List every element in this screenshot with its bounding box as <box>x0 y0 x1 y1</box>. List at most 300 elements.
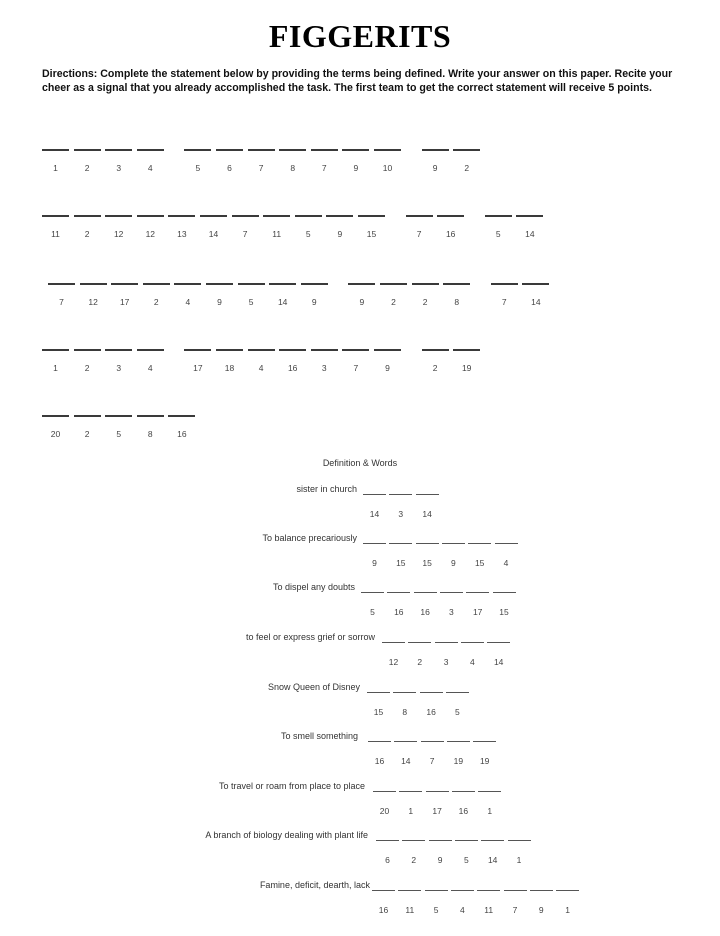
letter-code-number: 4 <box>258 363 264 373</box>
answer-blank[interactable] <box>376 840 399 880</box>
answer-blank[interactable] <box>363 494 386 534</box>
letter-code-number: 7 <box>501 297 507 307</box>
letter-blank[interactable] <box>137 349 164 389</box>
blank-line <box>174 283 201 285</box>
blank-line <box>361 592 384 593</box>
blank-line <box>232 215 259 217</box>
letter-blank[interactable] <box>105 149 132 189</box>
answer-blank[interactable] <box>508 840 531 880</box>
letter-blank[interactable] <box>105 415 132 455</box>
definition-item <box>0 682 720 738</box>
letter-blank[interactable] <box>42 349 69 389</box>
letter-code-number: 14 <box>493 657 504 667</box>
letter-blank[interactable] <box>279 349 306 389</box>
answer-blank[interactable] <box>530 890 553 930</box>
blank-line <box>137 149 164 151</box>
letter-code-number: 11 <box>51 229 60 239</box>
answer-blank[interactable] <box>399 791 422 831</box>
letter-code-number: 20 <box>379 806 390 816</box>
letter-blank[interactable] <box>295 215 322 255</box>
letter-code-number: 16 <box>426 707 436 717</box>
definition-label: Famine, deficit, dearth, lack <box>259 880 370 890</box>
blank-line <box>493 592 516 593</box>
letter-code-number: 15 <box>396 558 406 568</box>
blank-line <box>399 791 422 792</box>
letter-blank[interactable] <box>184 349 211 389</box>
blank-line <box>389 494 412 495</box>
letter-blank[interactable] <box>437 215 464 255</box>
letter-code-number: 17 <box>472 607 483 617</box>
letter-code-number: 11 <box>272 229 282 239</box>
letter-blank[interactable] <box>137 149 164 189</box>
letter-code-number: 1 <box>53 363 58 373</box>
letter-blank[interactable] <box>516 215 543 255</box>
answer-blank[interactable] <box>429 840 452 880</box>
letter-blank[interactable] <box>422 349 449 389</box>
letter-code-number: 2 <box>411 855 417 865</box>
definition-item <box>0 582 720 638</box>
letter-blank[interactable] <box>42 149 69 189</box>
letter-blank[interactable] <box>263 215 290 255</box>
blank-line <box>311 349 338 351</box>
letter-code-number: 5 <box>455 707 460 717</box>
letter-blank[interactable] <box>248 349 275 389</box>
blank-line <box>466 592 489 593</box>
blank-line <box>42 349 69 351</box>
answer-blank[interactable] <box>466 592 489 632</box>
letter-blank[interactable] <box>453 349 480 389</box>
answer-blank[interactable] <box>451 890 474 930</box>
letter-code-number: 14 <box>369 509 380 519</box>
letter-blank[interactable] <box>80 283 107 323</box>
answer-blank[interactable] <box>367 692 390 732</box>
letter-code-number: 2 <box>84 363 90 373</box>
letter-code-number: 8 <box>454 297 460 307</box>
letter-blank[interactable] <box>216 349 243 389</box>
letter-code-number: 6 <box>227 163 232 173</box>
letter-blank[interactable] <box>174 283 201 323</box>
blank-line <box>422 349 449 351</box>
letter-blank[interactable] <box>301 283 328 323</box>
letter-blank[interactable] <box>137 415 164 455</box>
blank-line <box>301 283 328 285</box>
letter-code-number: 12 <box>388 657 399 667</box>
blank-line <box>416 494 439 495</box>
answer-blank[interactable] <box>382 642 405 682</box>
blank-line <box>342 149 369 151</box>
definition-item <box>0 731 720 787</box>
letter-blank[interactable] <box>374 149 401 189</box>
blank-line <box>42 415 69 417</box>
blank-line <box>168 215 195 217</box>
blank-line <box>376 840 399 841</box>
letter-code-number: 7 <box>416 229 422 239</box>
letter-code-number: 14 <box>525 229 535 239</box>
letter-blank[interactable] <box>105 349 132 389</box>
letter-code-number: 15 <box>422 558 432 568</box>
blank-line <box>402 840 425 841</box>
answer-blank[interactable] <box>447 741 470 781</box>
letter-blank[interactable] <box>105 215 132 255</box>
letter-code-number: 13 <box>177 229 187 239</box>
letter-code-number: 4 <box>185 297 191 307</box>
letter-blank[interactable] <box>406 215 433 255</box>
letter-code-number: 2 <box>432 363 438 373</box>
blank-line <box>452 791 475 792</box>
blank-line <box>216 149 243 151</box>
blank-line <box>105 349 132 351</box>
blank-line <box>389 543 412 544</box>
blank-line <box>137 349 164 351</box>
letter-code-number: 5 <box>495 229 501 239</box>
definitions-heading: Definition & Words <box>322 458 398 468</box>
letter-code-number: 14 <box>401 756 411 766</box>
letter-code-number: 16 <box>445 229 456 239</box>
letter-code-number: 7 <box>242 229 248 239</box>
answer-blank[interactable] <box>421 741 444 781</box>
answer-blank[interactable] <box>504 890 527 930</box>
letter-blank[interactable] <box>206 283 233 323</box>
letter-code-number: 9 <box>437 855 443 865</box>
answer-blank[interactable] <box>425 890 448 930</box>
letter-code-number: 5 <box>433 905 439 915</box>
letter-blank[interactable] <box>143 283 170 323</box>
blank-line <box>473 741 496 742</box>
letter-code-number: 2 <box>84 163 90 173</box>
answer-blank[interactable] <box>408 642 431 682</box>
blank-line <box>516 215 543 217</box>
definition-label: To dispel any doubts <box>272 582 355 592</box>
answer-blank[interactable] <box>493 592 516 632</box>
letter-code-number: 5 <box>464 855 469 865</box>
answer-blank[interactable] <box>440 592 463 632</box>
blank-line <box>269 283 296 285</box>
letter-blank[interactable] <box>184 149 211 189</box>
letter-code-number: 18 <box>224 363 235 373</box>
letter-code-number: 5 <box>116 429 122 439</box>
letter-code-number: 3 <box>449 607 454 617</box>
letter-code-number: 20 <box>50 429 61 439</box>
letter-code-number: 15 <box>499 607 509 617</box>
blank-line <box>522 283 549 285</box>
answer-blank[interactable] <box>426 791 449 831</box>
letter-code-number: 8 <box>402 707 408 717</box>
answer-blank[interactable] <box>487 642 510 682</box>
answer-blank[interactable] <box>442 543 465 583</box>
letter-blank[interactable] <box>74 149 101 189</box>
blank-line <box>440 592 463 593</box>
blank-line <box>446 692 469 693</box>
blank-line <box>74 215 101 217</box>
letter-blank[interactable] <box>111 283 138 323</box>
definition-item <box>0 533 720 589</box>
letter-blank[interactable] <box>422 149 449 189</box>
letter-code-number: 8 <box>147 429 153 439</box>
letter-code-number: 4 <box>147 363 153 373</box>
blank-line <box>442 543 465 544</box>
answer-blank[interactable] <box>402 840 425 880</box>
letter-blank[interactable] <box>42 415 69 455</box>
blank-line <box>311 149 338 151</box>
letter-code-number: 6 <box>385 855 390 865</box>
letter-blank[interactable] <box>200 215 227 255</box>
letter-blank[interactable] <box>311 149 338 189</box>
answer-blank[interactable] <box>468 543 491 583</box>
letter-code-number: 3 <box>443 657 449 667</box>
answer-blank[interactable] <box>478 791 501 831</box>
letter-code-number: 7 <box>429 756 435 766</box>
answer-blank[interactable] <box>373 791 396 831</box>
letter-blank[interactable] <box>374 349 401 389</box>
letter-code-number: 14 <box>208 229 219 239</box>
letter-blank[interactable] <box>279 149 306 189</box>
letter-code-number: 10 <box>382 163 393 173</box>
letter-code-number: 2 <box>391 297 396 307</box>
blank-line <box>74 149 101 151</box>
letter-blank[interactable] <box>380 283 407 323</box>
blank-line <box>495 543 518 544</box>
blank-line <box>422 149 449 151</box>
blank-line <box>216 349 243 351</box>
letter-blank[interactable] <box>48 283 75 323</box>
letter-code-number: 12 <box>113 229 124 239</box>
blank-line <box>393 692 416 693</box>
letter-blank[interactable] <box>358 215 385 255</box>
definition-item <box>0 484 720 540</box>
blank-line <box>348 283 375 285</box>
letter-code-number: 3 <box>321 363 327 373</box>
blank-line <box>206 283 233 285</box>
blank-line <box>412 283 439 285</box>
letter-code-number: 15 <box>366 229 377 239</box>
answer-blank[interactable] <box>416 494 439 534</box>
letter-code-number: 9 <box>385 363 390 373</box>
letter-code-number: 14 <box>487 855 498 865</box>
letter-code-number: 17 <box>193 363 203 373</box>
letter-blank[interactable] <box>348 283 375 323</box>
blank-line <box>111 283 138 285</box>
letter-code-number: 9 <box>538 905 544 915</box>
letter-blank[interactable] <box>485 215 512 255</box>
answer-blank[interactable] <box>394 741 417 781</box>
letter-code-number: 14 <box>531 297 541 307</box>
blank-line <box>168 415 195 417</box>
letter-code-number: 5 <box>248 297 254 307</box>
letter-code-number: 19 <box>479 756 490 766</box>
definition-label: To balance precariously <box>262 533 357 543</box>
letter-code-number: 9 <box>337 229 343 239</box>
blank-line <box>504 890 527 891</box>
answer-blank[interactable] <box>372 890 395 930</box>
letter-blank[interactable] <box>216 149 243 189</box>
blank-line <box>200 215 227 217</box>
blank-line <box>451 890 474 891</box>
letter-code-number: 7 <box>353 363 359 373</box>
blank-line <box>74 415 101 417</box>
answer-blank[interactable] <box>361 592 384 632</box>
letter-blank[interactable] <box>326 215 353 255</box>
letter-code-number: 1 <box>516 855 522 865</box>
answer-blank[interactable] <box>398 890 421 930</box>
blank-line <box>48 283 75 285</box>
blank-line <box>455 840 478 841</box>
letter-code-number: 4 <box>470 657 475 667</box>
letter-code-number: 15 <box>474 558 485 568</box>
answer-blank[interactable] <box>452 791 475 831</box>
letter-blank[interactable] <box>522 283 549 323</box>
letter-code-number: 12 <box>88 297 98 307</box>
letter-code-number: 14 <box>277 297 288 307</box>
blank-line <box>421 741 444 742</box>
definition-item <box>0 880 720 936</box>
letter-blank[interactable] <box>238 283 265 323</box>
blank-line <box>530 890 553 891</box>
letter-code-number: 7 <box>258 163 264 173</box>
definition-label: sister in church <box>296 484 357 494</box>
answer-blank[interactable] <box>389 494 412 534</box>
letter-code-number: 11 <box>484 905 494 915</box>
blank-line <box>406 215 433 217</box>
blank-line <box>358 215 385 217</box>
letter-code-number: 4 <box>147 163 153 173</box>
answer-blank[interactable] <box>435 642 458 682</box>
directions-text: Directions: Complete the statement below by providing the terms being defined. Write your answer on this paper. Recite your cheer as a signal that you already accomplished the task. The first team to get the correct statement will receive 5 points. <box>42 68 673 94</box>
letter-code-number: 9 <box>432 163 438 173</box>
definition-item <box>0 830 720 886</box>
definition-label: To smell something <box>280 731 358 741</box>
blank-line <box>105 215 132 217</box>
blank-line <box>279 149 306 151</box>
letter-code-number: 15 <box>373 707 384 717</box>
definition-label: to feel or express grief or sorrow <box>245 632 375 642</box>
blank-line <box>485 215 512 217</box>
blank-line <box>491 283 518 285</box>
blank-line <box>437 215 464 217</box>
letter-blank[interactable] <box>168 415 195 455</box>
letter-code-number: 11 <box>405 905 415 915</box>
letter-blank[interactable] <box>232 215 259 255</box>
blank-line <box>380 283 407 285</box>
blank-line <box>481 840 504 841</box>
letter-blank[interactable] <box>74 215 101 255</box>
letter-code-number: 2 <box>84 429 90 439</box>
letter-code-number: 14 <box>422 509 432 519</box>
answer-blank[interactable] <box>455 840 478 880</box>
letter-blank[interactable] <box>491 283 518 323</box>
letter-code-number: 9 <box>353 163 359 173</box>
blank-line <box>426 791 449 792</box>
blank-line <box>105 149 132 151</box>
letter-code-number: 2 <box>417 657 423 667</box>
letter-code-number: 9 <box>311 297 317 307</box>
answer-blank[interactable] <box>387 592 410 632</box>
letter-blank[interactable] <box>342 149 369 189</box>
answer-blank[interactable] <box>461 642 484 682</box>
letter-blank[interactable] <box>74 349 101 389</box>
blank-line <box>408 642 431 643</box>
letter-code-number: 9 <box>359 297 365 307</box>
letter-blank[interactable] <box>137 215 164 255</box>
blank-line <box>382 642 405 643</box>
definition-label: Snow Queen of Disney <box>267 682 360 692</box>
answer-blank[interactable] <box>446 692 469 732</box>
letter-code-number: 16 <box>458 806 469 816</box>
blank-line <box>263 215 290 217</box>
blank-line <box>443 283 470 285</box>
blank-line <box>387 592 410 593</box>
letter-code-number: 5 <box>195 163 201 173</box>
answer-blank[interactable] <box>416 543 439 583</box>
blank-line <box>416 543 439 544</box>
letter-blank[interactable] <box>453 149 480 189</box>
blank-line <box>425 890 448 891</box>
blank-line <box>478 791 501 792</box>
answer-blank[interactable] <box>481 840 504 880</box>
answer-blank[interactable] <box>368 741 391 781</box>
answer-blank[interactable] <box>363 543 386 583</box>
letter-code-number: 9 <box>451 558 456 568</box>
blank-line <box>279 349 306 351</box>
answer-blank[interactable] <box>477 890 500 930</box>
blank-line <box>184 149 211 151</box>
letter-code-number: 19 <box>453 756 464 766</box>
blank-line <box>420 692 443 693</box>
letter-blank[interactable] <box>42 215 69 255</box>
letter-blank[interactable] <box>443 283 470 323</box>
blank-line <box>372 890 395 891</box>
letter-code-number: 16 <box>287 363 298 373</box>
answer-blank[interactable] <box>414 592 437 632</box>
blank-line <box>363 494 386 495</box>
answer-blank[interactable] <box>473 741 496 781</box>
definition-item <box>0 632 720 688</box>
blank-line <box>184 349 211 351</box>
blank-line <box>363 543 386 544</box>
letter-code-number: 16 <box>177 429 187 439</box>
blank-line <box>374 149 401 151</box>
blank-line <box>248 149 275 151</box>
letter-blank[interactable] <box>412 283 439 323</box>
letter-code-number: 16 <box>420 607 430 617</box>
letter-code-number: 17 <box>119 297 130 307</box>
letter-code-number: 16 <box>394 607 404 617</box>
letter-blank[interactable] <box>74 415 101 455</box>
blank-line <box>394 741 417 742</box>
blank-line <box>105 415 132 417</box>
blank-line <box>414 592 437 593</box>
letter-blank[interactable] <box>311 349 338 389</box>
letter-blank[interactable] <box>168 215 195 255</box>
blank-line <box>461 642 484 643</box>
blank-line <box>42 149 69 151</box>
answer-blank[interactable] <box>389 543 412 583</box>
answer-blank[interactable] <box>420 692 443 732</box>
letter-code-number: 9 <box>372 558 377 568</box>
letter-blank[interactable] <box>342 349 369 389</box>
blank-line <box>487 642 510 643</box>
letter-code-number: 7 <box>59 297 64 307</box>
answer-blank[interactable] <box>393 692 416 732</box>
letter-blank[interactable] <box>248 149 275 189</box>
page-title: FIGGERITS <box>268 18 452 54</box>
blank-line <box>367 692 390 693</box>
letter-blank[interactable] <box>269 283 296 323</box>
answer-blank[interactable] <box>495 543 518 583</box>
answer-blank[interactable] <box>556 890 579 930</box>
blank-line <box>398 890 421 891</box>
letter-code-number: 3 <box>116 363 122 373</box>
blank-line <box>508 840 531 841</box>
